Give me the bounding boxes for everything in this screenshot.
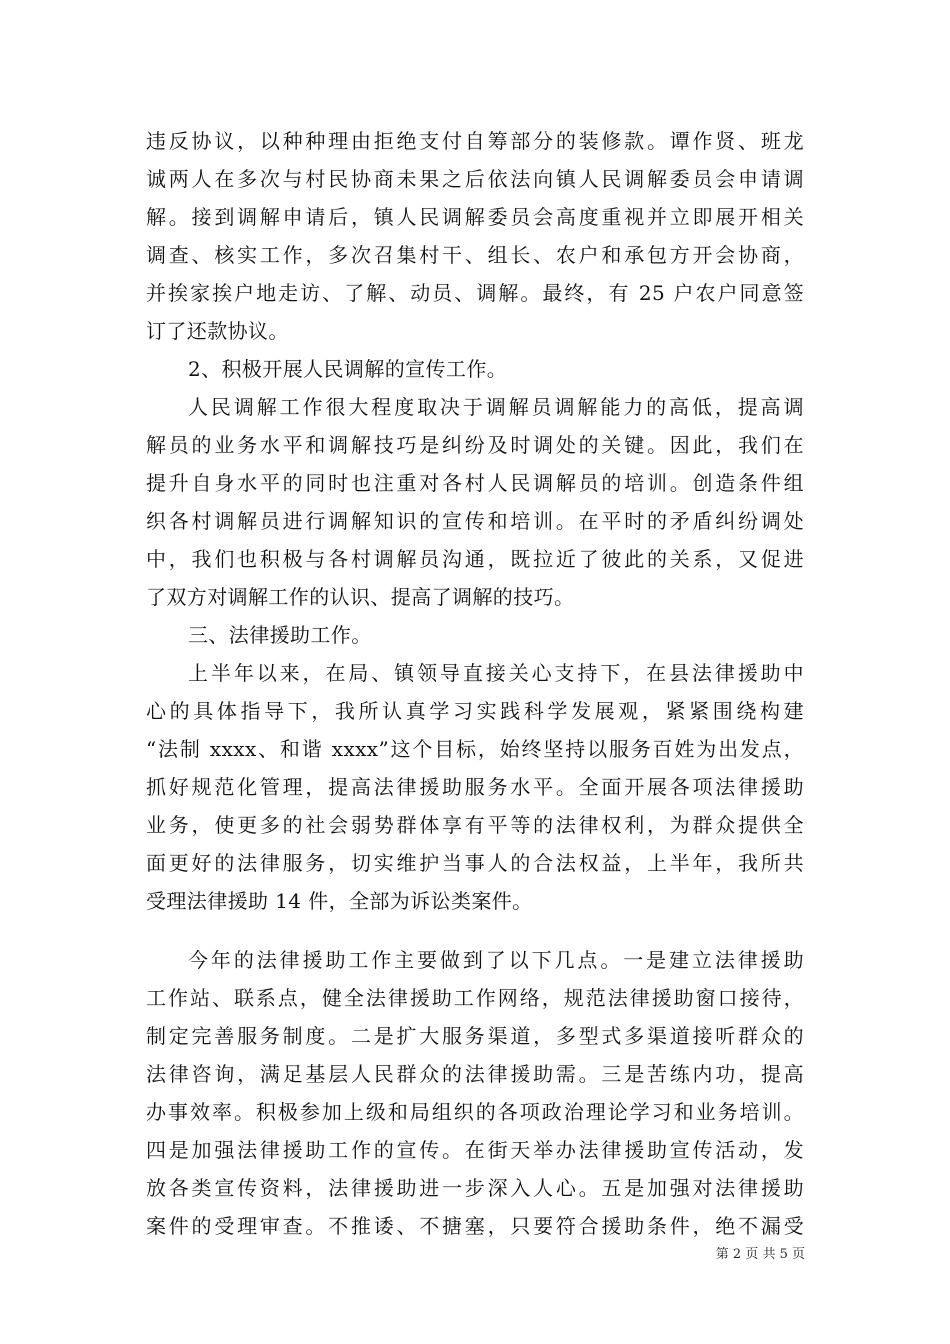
paragraph-spacer	[146, 920, 804, 941]
text-line: 提升自身水平的同时也注重对各村人民调解员的培训。创造条件组	[146, 471, 804, 495]
text-line: 织各村调解员进行调解知识的宣传和培训。在平时的矛盾纠纷调处	[146, 509, 804, 533]
paragraph	[146, 122, 804, 350]
text-line: 订了还款协议。	[146, 319, 289, 343]
text-line: 解。接到调解申请后，镇人民调解委员会高度重视并立即展开相关	[146, 205, 804, 229]
text-line: 三、法律援助工作。	[188, 623, 372, 647]
text-line: 并挨家挨户地走访、了解、动员、调解。最终，有 25 户农户同意签	[146, 281, 804, 305]
paragraph	[146, 388, 804, 616]
text-line: 违反协议，以种种理由拒绝支付自筹部分的装修款。谭作贤、班龙	[146, 129, 804, 153]
paragraph	[146, 654, 804, 920]
text-line: 解员的业务水平和调解技巧是纠纷及时调处的关键。因此，我们在	[146, 433, 804, 457]
paragraph	[146, 941, 804, 1245]
text-line: 心的具体指导下，我所认真学习实践科学发展观，紧紧围绕构建	[146, 699, 804, 723]
text-line: 调查、核实工作，多次召集村干、组长、农户和承包方开会协商，	[146, 243, 804, 267]
text-line: 人民调解工作很大程度取决于调解员调解能力的高低，提高调	[188, 395, 804, 419]
text-line: 四是加强法律援助工作的宣传。在街天举办法律援助宣传活动，发	[146, 1138, 804, 1162]
text-line: 制定完善服务制度。二是扩大服务渠道，多型式多渠道接听群众的	[146, 1024, 804, 1048]
text-line: 法律咨询，满足基层人民群众的法律援助需。三是苦练内功，提高	[146, 1062, 804, 1086]
text-line: 抓好规范化管理，提高法律援助服务水平。全面开展各项法律援助	[146, 775, 804, 799]
text-line: 了双方对调解工作的认识、提高了调解的技巧。	[146, 585, 575, 609]
text-line: 中，我们也积极与各村调解员沟通，既拉近了彼此的关系，又促进	[146, 547, 804, 571]
text-line: 案件的受理审查。不推诿、不搪塞，只要符合援助条件，绝不漏受	[146, 1214, 804, 1238]
text-line: 工作站、联系点，健全法律援助工作网络，规范法律援助窗口接待，	[146, 986, 804, 1010]
text-line: 诚两人在多次与村民协商未果之后依法向镇人民调解委员会申请调	[146, 167, 804, 191]
text-line: 受理法律援助 14 件，全部为诉讼类案件。	[146, 889, 533, 913]
text-line: 办事效率。积极参加上级和局组织的各项政治理论学习和业务培训。	[146, 1100, 804, 1124]
document-body	[146, 122, 804, 1245]
text-line: 放各类宣传资料，法律援助进一步深入人心。五是加强对法律援助	[146, 1176, 804, 1200]
section-heading	[146, 350, 804, 388]
text-line: 今年的法律援助工作主要做到了以下几点。一是建立法律援助	[188, 948, 804, 972]
page-number: 第 2 页 共 5 页	[715, 1247, 805, 1262]
text-line: “法制 xxxx、和谐 xxxx”这个目标，始终坚持以服务百姓为出发点，	[146, 737, 804, 761]
text-line: 2、积极开展人民调解的宣传工作。	[188, 357, 508, 381]
text-line: 上半年以来，在局、镇领导直接关心支持下，在县法律援助中	[188, 661, 804, 685]
text-line: 面更好的法律服务，切实维护当事人的合法权益，上半年，我所共	[146, 851, 804, 875]
section-heading	[146, 616, 804, 654]
text-line: 业务，使更多的社会弱势群体享有平等的法律权利，为群众提供全	[146, 813, 804, 837]
